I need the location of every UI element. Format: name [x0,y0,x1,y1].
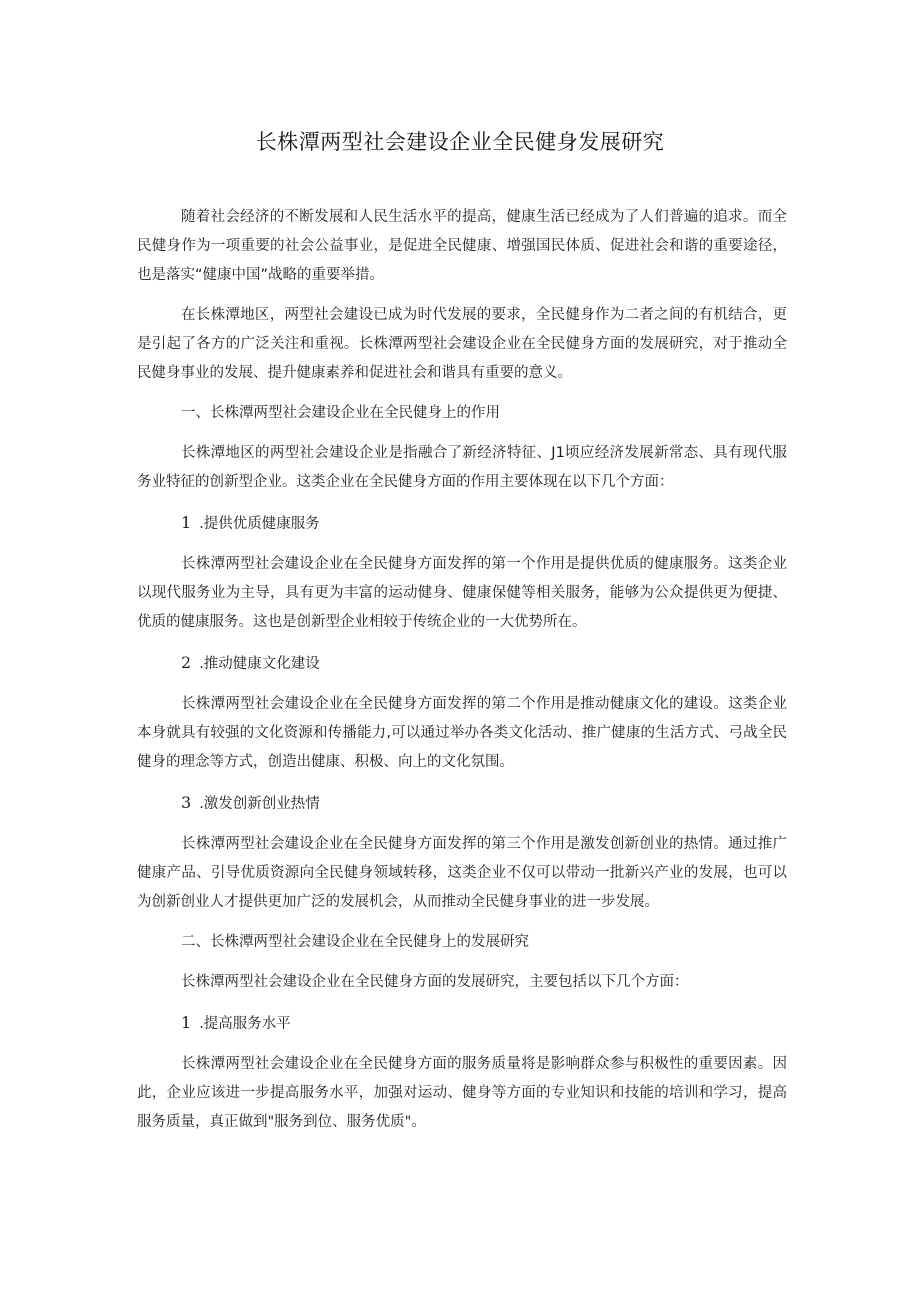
body-paragraph: 在长株潭地区，两型社会建设已成为时代发展的要求，全民健身作为二者之间的有机结合，更是引起了各方的广泛关注和重视。长株潭两型社会建设企业在全民健身方面的发展研究，对于推动全民健身事业的发展、提升健康素养和促进社会和谐具有重要的意义。 [137,307,787,381]
subheading-number: 2 [181,653,192,672]
subheading-text: .激发创新创业热情 [199,796,320,812]
body-paragraph: 长株潭两型社会建设企业在全民健身方面发挥的第一个作用是提供优质的健康服务。这类企业以现代服务业为主导，具有更为丰富的运动健身、健康保健等相关服务，能够为公众提供更为便捷、优质的健康服务。这也是创新型企业相较于传统企业的一大优势所在。 [137,556,787,630]
section-heading: 二、长株潭两型社会建设企业在全民健身上的发展研究 [181,934,529,950]
subheading-number: 1 [181,513,192,532]
subheading-number: 3 [181,793,192,812]
numbered-subheading [137,788,787,819]
section-heading: 一、长株潭两型社会建设企业在全民健身上的作用 [181,405,500,421]
document-title: 长株潭两型社会建设企业全民健身发展研究 [255,130,665,154]
body-paragraph: 长株潭地区的两型社会建设企业是指融合了新经济特征、J1顷应经济发展新常态、具有现代服务业特征的创新型企业。这类企业在全民健身方面的作用主要体现在以下几个方面： [137,445,787,490]
numbered-subheading [137,648,787,679]
subheading-number: 1 [181,1013,192,1032]
body-paragraph: 长株潭两型社会建设企业在全民健身方面的发展研究，主要包括以下几个方面： [181,974,689,990]
subheading-text: .推动健康文化建设 [199,656,320,672]
body-paragraph: 长株潭两型社会建设企业在全民健身方面发挥的第二个作用是推动健康文化的建设。这类企业本身就具有较强的文化资源和传播能力,可以通过举办各类文化活动、推广健康的生活方式、弓战全民健身的理念等方式，创造出健康、积极、向上的文化氛围。 [137,696,787,770]
body-paragraph: 长株潭两型社会建设企业在全民健身方面发挥的第三个作用是激发创新创业的热情。通过推广健康产品、引导优质资源向全民健身领域转移，这类企业不仅可以带动一批新兴产业的发展，也可以为创新创业人才提供更加广泛的发展机会，从而推动全民健身事业的进一步发展。 [137,836,787,910]
numbered-subheading [137,1008,787,1039]
document-body [137,203,787,1148]
subheading-text: .提高服务水平 [199,1016,291,1032]
subheading-text: .提供优质健康服务 [199,516,320,532]
body-paragraph: 长株潭两型社会建设企业在全民健身方面的服务质量将是影响群众参与积极性的重要因素。因此，企业应该进一步提高服务水平，加强对运动、健身等方面的专业知识和技能的培训和学习，提高服务质量，真正做到"服务到位、服务优质"。 [137,1056,787,1130]
body-paragraph: 随着社会经济的不断发展和人民生活水平的提高，健康生活已经成为了人们普遍的追求。而全民健身作为一项重要的社会公益事业，是促进全民健康、增强国民体质、促进社会和谐的重要途径，也是落实“健康中国”战略的重要举措。 [137,209,787,283]
numbered-subheading [137,508,787,539]
